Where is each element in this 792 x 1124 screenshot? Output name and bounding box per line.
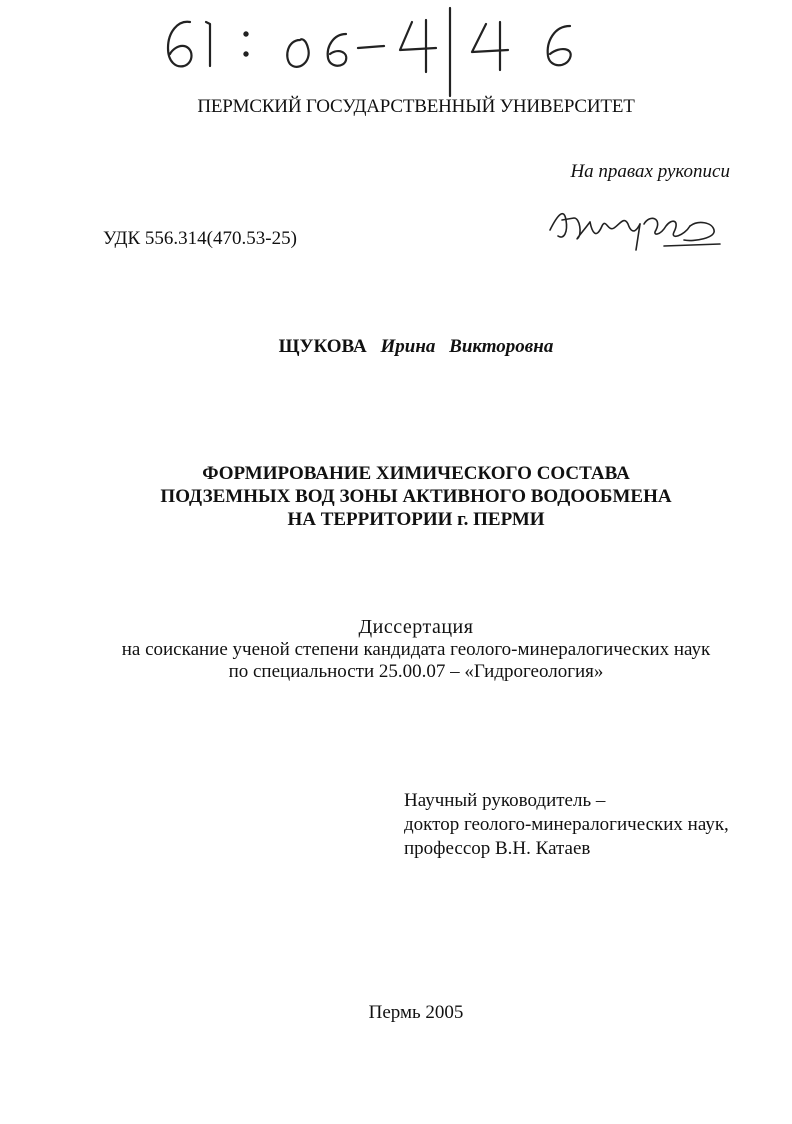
signature-drawing [544,200,724,252]
supervisor-block [404,789,729,861]
author-given-name: Ирина [380,336,436,357]
handwritten-code-drawing [150,0,620,100]
specialty: по специальности 25.00.07 – «Гидрогеология» [228,661,604,682]
degree-sought: на соискание ученой степени кандидата геолого-минералогических наук [121,639,711,660]
dissertation-info [0,616,792,683]
author-surname: ЩУКОВА [278,336,367,357]
author-signature [544,200,724,252]
manuscript-rights-note: На правах рукописи [570,161,730,182]
title-line: ФОРМИРОВАНИЕ ХИМИЧЕСКОГО СОСТАВА [202,463,630,484]
university-name: ПЕРМСКИЙ ГОСУДАРСТВЕННЫЙ УНИВЕРСИТЕТ [197,96,635,117]
document-type: Диссертация [358,616,474,638]
supervisor-name: профессор В.Н. Катаев [404,838,591,859]
author-name [0,336,792,358]
title-line: ПОДЗЕМНЫХ ВОД ЗОНЫ АКТИВНОГО ВОДООБМЕНА [160,486,672,507]
dissertation-title [0,462,792,531]
udc-code: УДК 556.314(470.53-25) [103,228,297,249]
supervisor-role: Научный руководитель – [404,790,606,811]
place-and-year: Пермь 2005 [368,1002,464,1023]
author-patronymic: Викторовна [449,336,554,357]
handwritten-archive-code [150,0,620,100]
title-line: НА ТЕРРИТОРИИ г. ПЕРМИ [287,509,545,530]
supervisor-degree: доктор геолого-минералогических наук, [404,814,729,835]
